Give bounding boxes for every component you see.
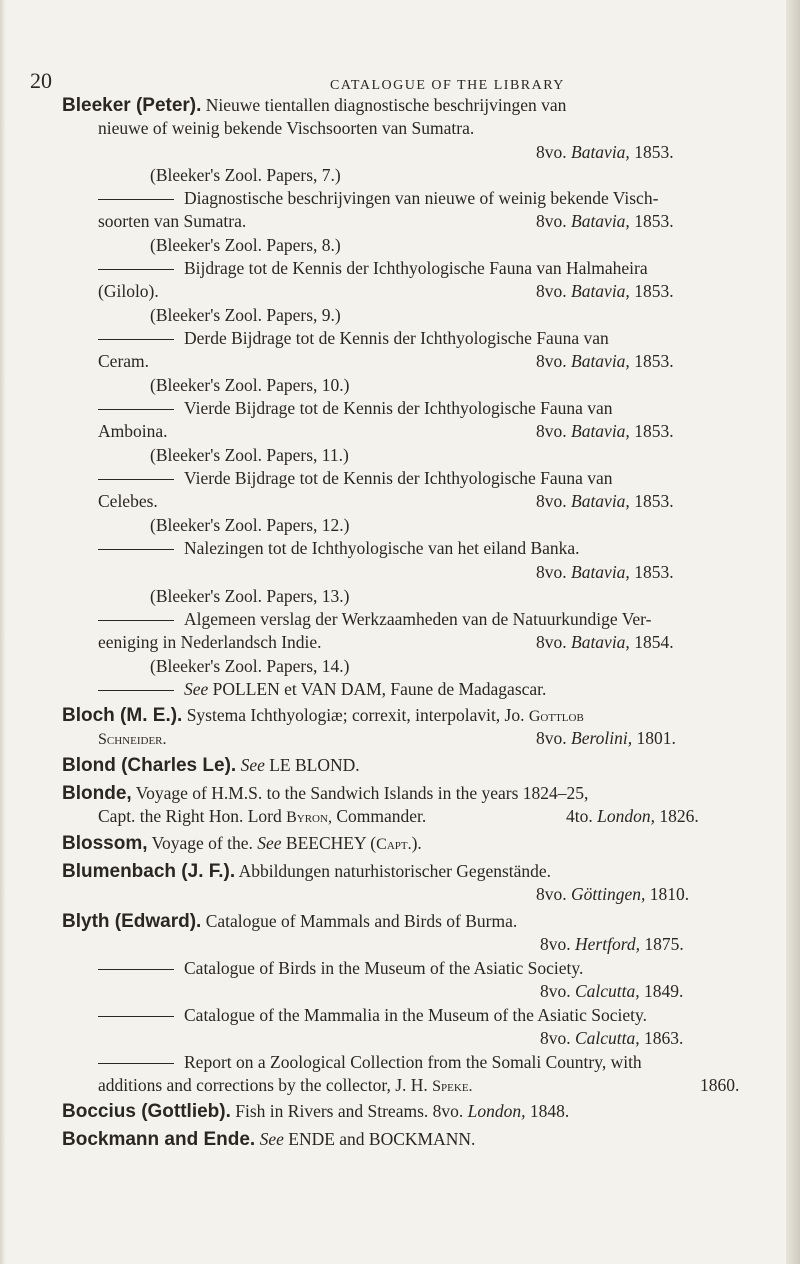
entry-title: Commander. bbox=[336, 806, 427, 826]
see-reference: BEECHEY ( bbox=[285, 833, 377, 853]
entry-imprint bbox=[540, 1027, 683, 1049]
entry-title: nieuwe of weinig bekende Vischsoorten van Sumatra. bbox=[98, 118, 475, 138]
see-reference-title: Capt. bbox=[376, 836, 412, 853]
entry-line bbox=[62, 704, 584, 728]
year: 1801. bbox=[636, 728, 676, 748]
entry-line bbox=[98, 490, 158, 512]
entry-line bbox=[98, 727, 167, 751]
entry-note: (Bleeker's Zool. Papers, 7.) bbox=[150, 165, 341, 185]
place: Batavia, bbox=[571, 142, 630, 162]
entry-title: (Gilolo). bbox=[98, 281, 159, 301]
format: 8vo. bbox=[536, 421, 567, 441]
see-reference: ENDE and BOCKMANN. bbox=[288, 1129, 476, 1149]
running-head: CATALOGUE OF THE LIBRARY bbox=[330, 78, 565, 93]
entry-line bbox=[62, 754, 360, 777]
place: Batavia, bbox=[571, 632, 630, 652]
entry-line bbox=[98, 957, 583, 979]
author-heading: Blumenbach (J. F.). bbox=[62, 861, 236, 882]
see-reference-end: ). bbox=[411, 833, 422, 853]
see-reference: POLLEN et VAN DAM, Faune de Madagascar. bbox=[212, 679, 547, 699]
entry-title: Vierde Bijdrage tot de Kennis der Ichthyologische Fauna van bbox=[184, 468, 613, 488]
entry-imprint bbox=[540, 980, 683, 1002]
entry-imprint bbox=[536, 420, 674, 442]
place: London, bbox=[467, 1101, 526, 1121]
entry-title: Amboina. bbox=[98, 421, 168, 441]
entry-title: Ceram. bbox=[98, 351, 150, 371]
format: 8vo. bbox=[540, 934, 571, 954]
place: Batavia, bbox=[571, 421, 630, 441]
see-reference-label: See bbox=[257, 833, 282, 853]
entry-line bbox=[98, 1051, 642, 1073]
ditto-dash bbox=[98, 1063, 174, 1064]
place: Calcutta, bbox=[575, 981, 640, 1001]
format: 8vo. bbox=[540, 1028, 571, 1048]
see-reference-label: See bbox=[259, 1129, 284, 1149]
commander-name: Byron, bbox=[286, 809, 332, 826]
entry-line bbox=[62, 1128, 475, 1151]
ditto-dash bbox=[98, 339, 174, 340]
entry-note: (Bleeker's Zool. Papers, 12.) bbox=[150, 515, 350, 535]
entry-imprint bbox=[536, 141, 674, 163]
format: 8vo. bbox=[536, 491, 567, 511]
year: 1853. bbox=[634, 562, 674, 582]
ditto-dash bbox=[98, 269, 174, 270]
entry-note: (Bleeker's Zool. Papers, 8.) bbox=[150, 235, 341, 255]
author-heading: Boccius (Gottlieb). bbox=[62, 1101, 231, 1122]
ditto-dash bbox=[98, 690, 174, 691]
entry-line bbox=[98, 608, 651, 630]
year: 1860. bbox=[700, 1075, 740, 1095]
place: Batavia, bbox=[571, 351, 630, 371]
entry-line bbox=[98, 210, 246, 232]
entry-title: Catalogue of Mammals and Birds of Burma. bbox=[205, 911, 518, 931]
entry-line bbox=[98, 397, 613, 419]
year: 1810. bbox=[649, 884, 690, 904]
ditto-dash bbox=[98, 409, 174, 410]
entry-note: (Bleeker's Zool. Papers, 11.) bbox=[150, 445, 349, 465]
format: 4to. bbox=[566, 806, 593, 826]
ditto-dash bbox=[98, 620, 174, 621]
entry-title: Systema Ichthyologiæ; correxit, interpolavit, Jo. bbox=[186, 705, 525, 725]
entry-line bbox=[98, 420, 168, 442]
entry-title: Catalogue of Birds in the Museum of the Asiatic Society. bbox=[184, 958, 584, 978]
entry-title: Capt. the Right Hon. Lord bbox=[98, 806, 282, 826]
ditto-dash bbox=[98, 969, 174, 970]
year: 1854. bbox=[634, 632, 674, 652]
entry-title: Voyage of the. bbox=[151, 833, 253, 853]
entry-title: Celebes. bbox=[98, 491, 158, 511]
entry-title: Nalezingen tot de Ichthyologische van het eiland Banka. bbox=[184, 538, 580, 558]
place: Calcutta, bbox=[575, 1028, 640, 1048]
entry-line bbox=[98, 187, 658, 209]
place: Batavia, bbox=[571, 562, 630, 582]
editor-name: Gottlob bbox=[528, 708, 584, 725]
year: 1875. bbox=[644, 934, 684, 954]
entry-title: Abbildungen naturhistorischer Gegenstände. bbox=[238, 861, 552, 881]
entry-line bbox=[62, 1100, 569, 1123]
ditto-dash bbox=[98, 479, 174, 480]
page-gutter-shadow bbox=[0, 0, 6, 1264]
place: Batavia, bbox=[571, 281, 630, 301]
entry-title: Diagnostische beschrijvingen van nieuwe of weinig bekende Visch- bbox=[184, 188, 659, 208]
author-heading: Bloch (M. E.). bbox=[62, 705, 183, 726]
entry-title: Catalogue of the Mammalia in the Museum of the Asiatic Society. bbox=[184, 1005, 647, 1025]
place: London, bbox=[597, 806, 655, 826]
year: 1826. bbox=[659, 806, 699, 826]
entry-line bbox=[98, 678, 546, 700]
entry-title: Voyage of H.M.S. to the Sandwich Islands in the years 1824–25, bbox=[135, 783, 589, 803]
collector-name: Speke. bbox=[432, 1078, 473, 1095]
entry-title: Nieuwe tientallen diagnostische beschrijvingen van bbox=[205, 95, 567, 115]
entry-line bbox=[98, 257, 648, 279]
entry-line bbox=[98, 467, 613, 489]
format: 8vo. bbox=[536, 281, 567, 301]
year: 1853. bbox=[634, 491, 674, 511]
entry-imprint bbox=[700, 1074, 739, 1096]
entry-imprint bbox=[536, 561, 674, 583]
year: 1853. bbox=[634, 351, 674, 371]
place: Batavia, bbox=[571, 491, 630, 511]
place: Hertford, bbox=[575, 934, 640, 954]
page-edge-shadow bbox=[786, 0, 800, 1264]
format: 8vo. bbox=[536, 884, 567, 904]
year: 1853. bbox=[634, 142, 674, 162]
entry-line bbox=[98, 805, 426, 829]
page-number: 20 bbox=[30, 68, 52, 93]
entry-imprint bbox=[536, 727, 676, 749]
entry-line bbox=[98, 280, 159, 302]
entry-line bbox=[62, 782, 588, 805]
ditto-dash bbox=[98, 549, 174, 550]
format: 8vo. bbox=[536, 211, 567, 231]
entry-imprint bbox=[566, 805, 699, 827]
see-reference: LE BLOND. bbox=[269, 755, 360, 775]
entry-imprint bbox=[536, 490, 674, 512]
place: Göttingen, bbox=[571, 884, 646, 904]
entry-line bbox=[98, 1004, 647, 1026]
author-heading: Blonde, bbox=[62, 783, 132, 804]
entry-line bbox=[62, 910, 517, 933]
entry-note: (Bleeker's Zool. Papers, 10.) bbox=[150, 375, 350, 395]
place: Batavia, bbox=[571, 211, 630, 231]
format: 8vo. bbox=[536, 142, 567, 162]
entry-line bbox=[98, 327, 609, 349]
entry-imprint bbox=[536, 280, 674, 302]
entry-line bbox=[98, 1074, 473, 1098]
ditto-dash bbox=[98, 199, 174, 200]
entry-title: Fish in Rivers and Streams. bbox=[235, 1101, 429, 1121]
entry-line bbox=[62, 94, 566, 117]
entry-title: Report on a Zoological Collection from the Somali Country, with bbox=[184, 1052, 642, 1072]
author-heading: Bleeker (Peter). bbox=[62, 95, 202, 116]
place: Berolini, bbox=[571, 728, 633, 748]
editor-name: Schneider. bbox=[98, 731, 167, 748]
entry-imprint bbox=[536, 350, 674, 372]
year: 1853. bbox=[634, 421, 674, 441]
entry-note: (Bleeker's Zool. Papers, 14.) bbox=[150, 656, 350, 676]
entry-line bbox=[62, 860, 551, 883]
format: 8vo. bbox=[432, 1101, 464, 1121]
year: 1849. bbox=[644, 981, 684, 1001]
entry-note: (Bleeker's Zool. Papers, 13.) bbox=[150, 586, 350, 606]
entry-title: Bijdrage tot de Kennis der Ichthyologische Fauna van Halmaheira bbox=[184, 258, 648, 278]
author-heading: Bockmann and Ende. bbox=[62, 1129, 256, 1150]
entry-imprint bbox=[536, 631, 674, 653]
entry-imprint bbox=[540, 933, 684, 955]
format: 8vo. bbox=[536, 632, 567, 652]
entry-imprint bbox=[536, 210, 674, 232]
see-reference-label: See bbox=[184, 679, 209, 699]
entry-title: additions and corrections by the collector, J. H. bbox=[98, 1075, 428, 1095]
year: 1863. bbox=[644, 1028, 684, 1048]
entry-title: Vierde Bijdrage tot de Kennis der Ichthyologische Fauna van bbox=[184, 398, 613, 418]
entry-title: Algemeen verslag der Werkzaamheden van de Natuurkundige Ver- bbox=[184, 609, 652, 629]
entry-title: soorten van Sumatra. bbox=[98, 211, 247, 231]
entry-note: (Bleeker's Zool. Papers, 9.) bbox=[150, 305, 341, 325]
author-heading: Blossom, bbox=[62, 833, 148, 854]
ditto-dash bbox=[98, 1016, 174, 1017]
entry-line bbox=[98, 350, 149, 372]
year: 1853. bbox=[634, 281, 674, 301]
author-heading: Blond (Charles Le). bbox=[62, 755, 237, 776]
entry-title: eeniging in Nederlandsch Indie. bbox=[98, 632, 322, 652]
entry-imprint bbox=[536, 883, 689, 905]
year: 1853. bbox=[634, 211, 674, 231]
entry-title: Derde Bijdrage tot de Kennis der Ichthyologische Fauna van bbox=[184, 328, 609, 348]
year: 1848. bbox=[529, 1101, 570, 1121]
entry-line bbox=[62, 832, 422, 856]
author-heading: Blyth (Edward). bbox=[62, 911, 202, 932]
entry-line bbox=[98, 117, 474, 139]
format: 8vo. bbox=[536, 728, 567, 748]
see-reference-label: See bbox=[240, 755, 265, 775]
format: 8vo. bbox=[540, 981, 571, 1001]
entry-line bbox=[98, 537, 580, 559]
format: 8vo. bbox=[536, 351, 567, 371]
format: 8vo. bbox=[536, 562, 567, 582]
entry-line bbox=[98, 631, 322, 653]
